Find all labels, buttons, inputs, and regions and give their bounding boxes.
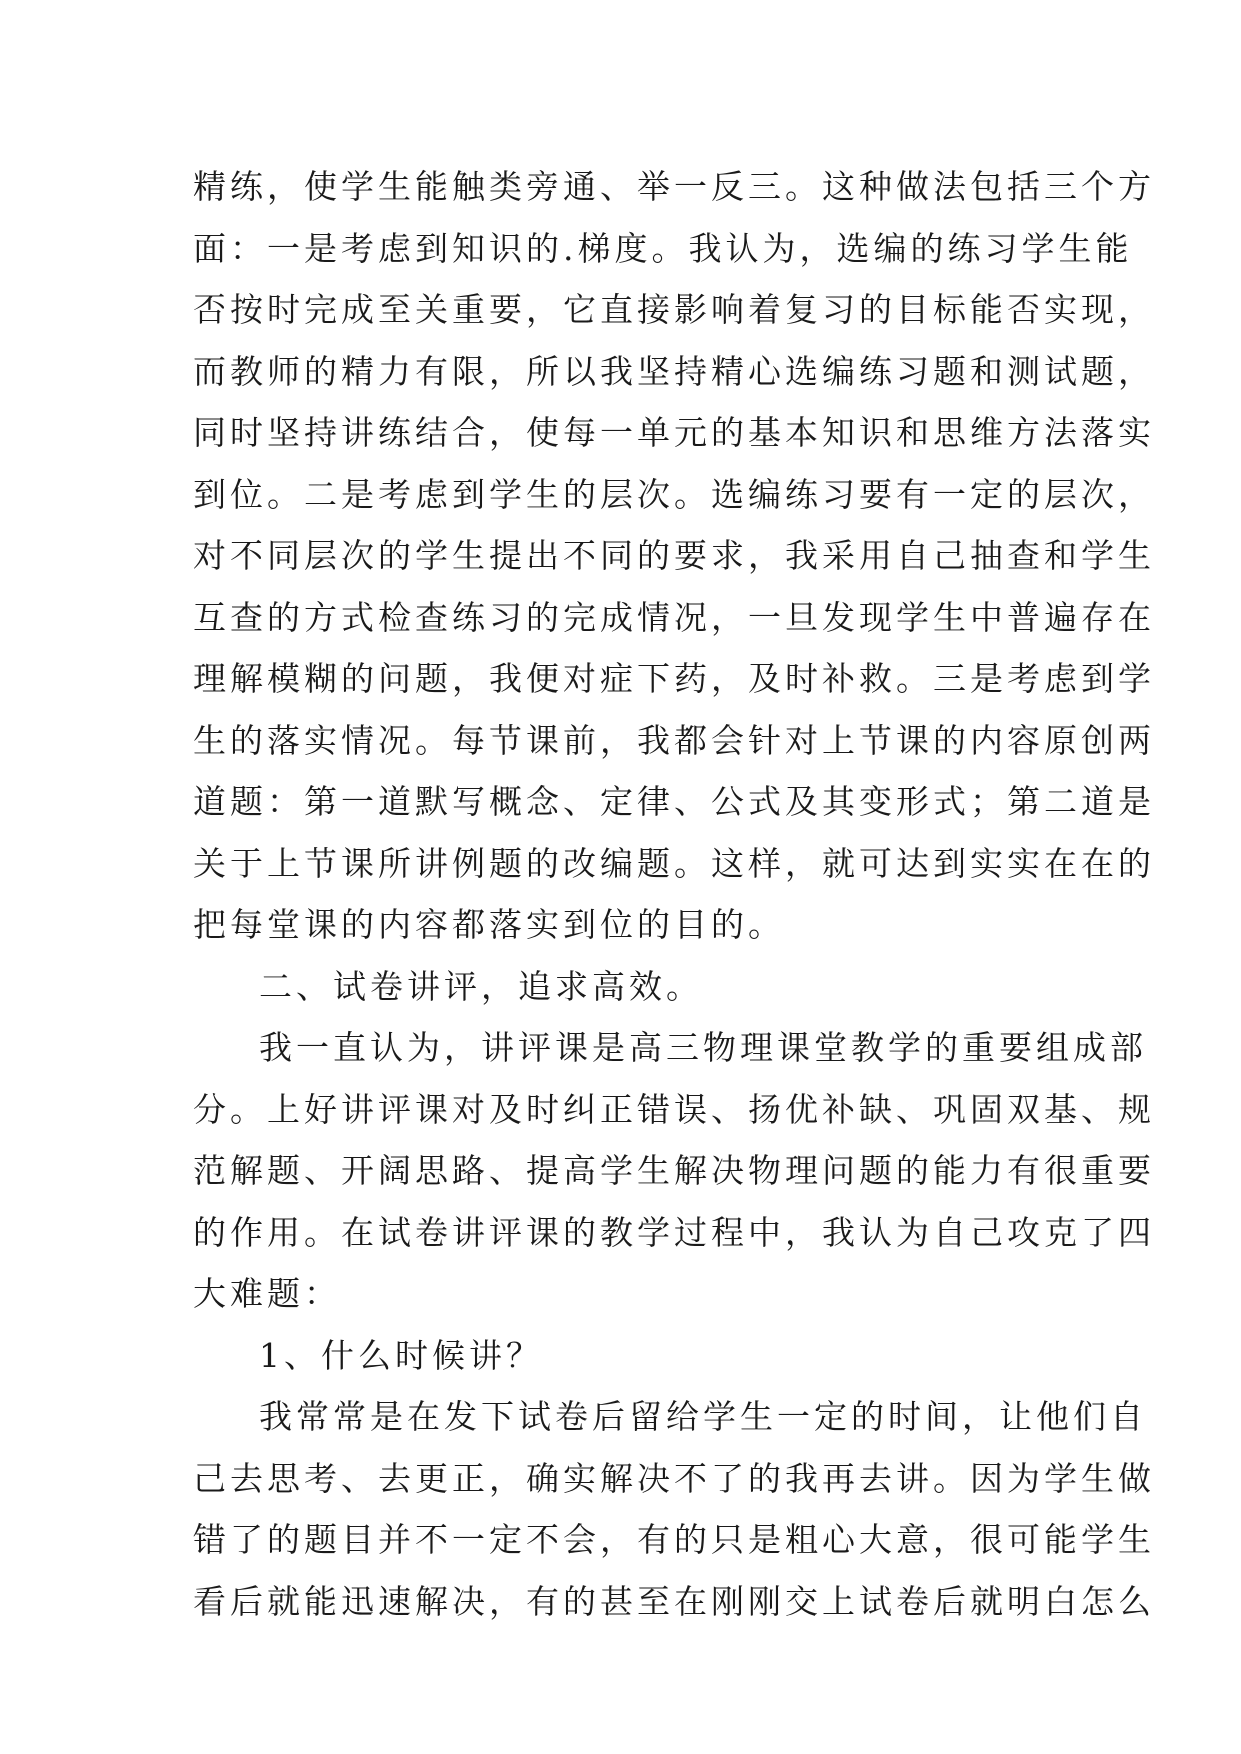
text-line: 理解模糊的问题，我便对症下药，及时补救。三是考虑到学 bbox=[193, 659, 1155, 698]
paragraph-start-line: 我一直认为，讲评课是高三物理课堂教学的重要组成部 bbox=[259, 1028, 1147, 1067]
text-line: 同时坚持讲练结合，使每一单元的基本知识和思维方法落实 bbox=[193, 413, 1155, 452]
text-line: 把每堂课的内容都落实到位的目的。 bbox=[193, 905, 785, 944]
text-line: 错了的题目并不一定不会，有的只是粗心大意，很可能学生 bbox=[193, 1520, 1155, 1559]
text-line: 互查的方式检查练习的完成情况，一旦发现学生中普遍存在 bbox=[193, 597, 1155, 637]
text-line: 精练，使学生能触类旁通、举一反三。这种做法包括三个方 bbox=[193, 167, 1155, 206]
text-line: 生的落实情况。每节课前，我都会针对上节课的内容原创两 bbox=[193, 720, 1155, 760]
text-line: 分。上好讲评课对及时纠正错误、扬优补缺、巩固双基、规 bbox=[193, 1089, 1155, 1129]
subsection-heading: 1、什么时候讲？ bbox=[259, 1335, 543, 1375]
text-line: 到位。二是考虑到学生的层次。选编练习要有一定的层次， bbox=[193, 474, 1155, 514]
text-line: 而教师的精力有限，所以我坚持精心选编练习题和测试题， bbox=[193, 351, 1155, 391]
body-text bbox=[193, 156, 1155, 1632]
text-line: 关于上节课所讲例题的改编题。这样，就可达到实实在在的 bbox=[193, 843, 1155, 883]
text-line: 面：一是考虑到知识的.梯度。我认为，选编的练习学生能 bbox=[193, 228, 1133, 268]
text-line: 的作用。在试卷讲评课的教学过程中，我认为自己攻克了四 bbox=[193, 1212, 1155, 1252]
text-line: 看后就能迅速解决，有的甚至在刚刚交上试卷后就明白怎么 bbox=[193, 1581, 1155, 1621]
paragraph-start-line: 我常常是在发下试卷后留给学生一定的时间，让他们自 bbox=[259, 1397, 1147, 1436]
text-line: 己去思考、去更正，确实解决不了的我再去讲。因为学生做 bbox=[193, 1458, 1155, 1498]
text-line: 道题：第一道默写概念、定律、公式及其变形式；第二道是 bbox=[193, 782, 1155, 821]
text-line: 否按时完成至关重要，它直接影响着复习的目标能否实现， bbox=[193, 290, 1155, 329]
section-heading: 二、试卷讲评，追求高效。 bbox=[259, 966, 703, 1006]
text-line: 范解题、开阔思路、提高学生解决物理问题的能力有很重要 bbox=[193, 1151, 1155, 1190]
text-line: 大难题： bbox=[193, 1274, 341, 1313]
text-line: 对不同层次的学生提出不同的要求，我采用自己抽查和学生 bbox=[193, 536, 1155, 575]
